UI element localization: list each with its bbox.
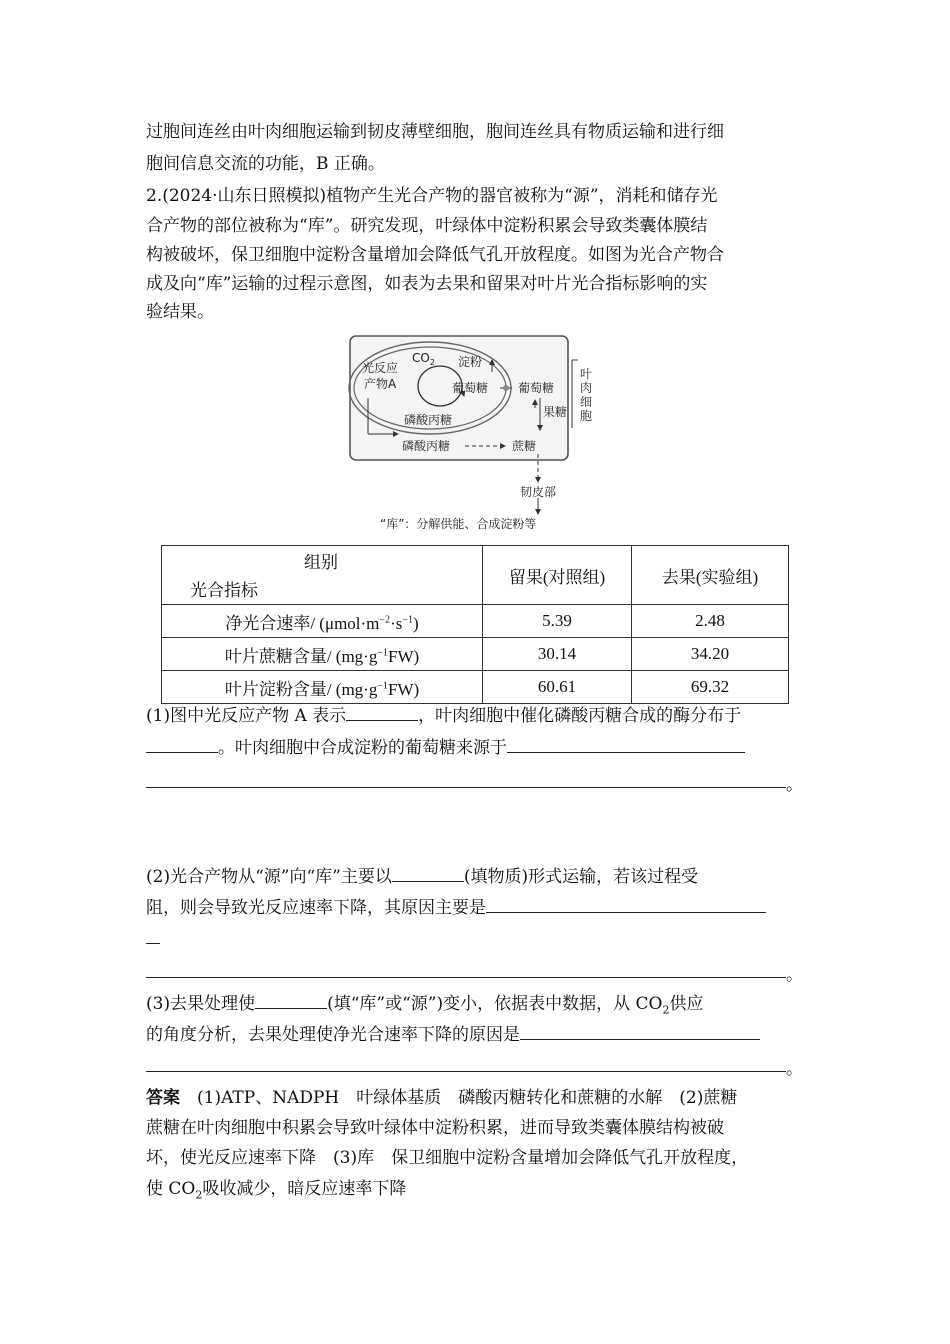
answer-blank[interactable] (346, 703, 418, 721)
triose-in-label: 磷酸丙糖 (404, 413, 453, 427)
q2-line-1: (2)光合产物从“源”向“库”主要以 (填物质)形式运输，若该过程受 (146, 863, 698, 892)
answer-line[interactable] (146, 977, 786, 978)
table-row (162, 605, 789, 638)
sucrose-label: 蔗糖 (512, 439, 537, 453)
cell-label-4: 胞 (580, 409, 593, 423)
answer-blank[interactable] (486, 895, 766, 913)
answer-line[interactable] (146, 943, 160, 944)
question-line-1: 2.(2024·山东日照模拟)植物产生光合产物的器官被称为“源”，消耗和储存光 (146, 186, 718, 206)
answer-blank[interactable] (255, 991, 327, 1009)
answer-line-3: 坏，使光反应速率下降 (3)库 保卫细胞中淀粉含量增加会降低气孔开放程度， (146, 1148, 749, 1168)
row-label: 叶片淀粉含量/ $(mg\cdot g^{-1}FW)$ (162, 671, 483, 704)
glucose-out-label: 葡萄糖 (518, 381, 555, 395)
table-header-row (162, 546, 789, 605)
answer-label: 答案 (146, 1088, 180, 1108)
header-index-label: 光合指标 (190, 581, 258, 600)
row-value-control: 30.14 (483, 638, 632, 671)
question-line-3: 构被破坏，保卫细胞中淀粉含量增加会降低气孔开放程度。如图为光合产物合 (146, 245, 724, 265)
q3-line-1: (3)去果处理使 (填“库”或“源”)变小，依据表中数据，从 $CO_2$供应 (146, 990, 703, 1024)
q1-line-2: 。叶肉细胞中合成淀粉的葡萄糖来源于 (146, 734, 745, 763)
question-line-2: 合产物的部位被称为“库”。研究发现，叶绿体中淀粉积累会导致类囊体膜结 (146, 216, 708, 236)
q3-line-2: 的角度分析，去果处理使净光合速率下降的原因是 (146, 1021, 760, 1050)
results-table (161, 545, 789, 704)
light-product-label-2: 产物A (364, 377, 397, 391)
sink-label: “库”：分解供能、合成淀粉等 (380, 517, 537, 531)
table-row (162, 671, 789, 704)
answer-line-1: 答案 (1)ATP、NADPH 叶绿体基质 磷酸丙糖转化和蔗糖的水解 (2)蔗糖 (146, 1088, 738, 1108)
answer-line-2: 蔗糖在叶肉细胞中积累会导致叶绿体中淀粉积累，进而导致类囊体膜结构被破 (146, 1118, 724, 1138)
transporter-dot (503, 385, 509, 391)
fructose-label: 果糖 (543, 405, 568, 419)
cell-label-1: 叶 (580, 367, 593, 381)
header-group-label: 组别 (304, 553, 338, 572)
header-col-control: 留果(对照组) (483, 546, 632, 605)
q1-line-1: (1)图中光反应产物 A 表示 ，叶肉细胞中催化磷酸丙糖合成的酶分布于 (146, 702, 741, 731)
answer-blank[interactable] (146, 735, 218, 753)
answer-line[interactable] (146, 1071, 786, 1072)
header-col-experiment: 去果(实验组) (632, 546, 789, 605)
answer-blank[interactable] (520, 1022, 760, 1040)
q2-line-2: 阻，则会导致光反应速率下降，其原因主要是 (146, 894, 766, 923)
intro-line-1: 过胞间连丝由叶肉细胞运输到韧皮薄壁细胞，胞间连丝具有物质运输和进行细 (146, 122, 724, 142)
triose-out-label: 磷酸丙糖 (402, 439, 451, 453)
table-row (162, 638, 789, 671)
photosynthesis-diagram (340, 330, 630, 535)
light-product-label-1: 光反应 (362, 361, 399, 375)
row-label: 叶片蔗糖含量/ $(mg\cdot g^{-1}FW)$ (162, 638, 483, 671)
row-value-control: 5.39 (483, 605, 632, 638)
row-value-control: 60.61 (483, 671, 632, 704)
q3-period: 。 (786, 1059, 803, 1079)
row-value-experiment: 34.20 (632, 638, 789, 671)
answer-line-4: 使 $CO_2$吸收减少，暗反应速率下降 (146, 1179, 407, 1202)
cell-label-2: 肉 (580, 381, 593, 395)
row-label: 净光合速率/ $(\mu mol\cdot m^{-2}\cdot s^{-1})$ (162, 605, 483, 638)
question-line-4: 成及向“库”运输的过程示意图，如表为去果和留果对叶片光合指标影响的实 (146, 274, 708, 294)
row-value-experiment: 2.48 (632, 605, 789, 638)
question-line-5: 验结果。 (146, 302, 214, 322)
glucose-in-label: 葡萄糖 (452, 381, 489, 395)
phloem-label: 韧皮部 (520, 485, 557, 499)
row-value-experiment: 69.32 (632, 671, 789, 704)
q1-period: 。 (786, 775, 803, 795)
intro-line-2: 胞间信息交流的功能，B 正确。 (146, 154, 385, 174)
starch-label: 淀粉 (458, 355, 483, 369)
co2-label: $CO_2$ (412, 351, 435, 367)
cell-label-3: 细 (580, 395, 593, 409)
q2-period: 。 (786, 965, 803, 985)
answer-line[interactable] (146, 787, 786, 788)
answer-blank[interactable] (507, 735, 745, 753)
answer-blank[interactable] (392, 864, 464, 882)
table-corner-cell (162, 546, 483, 605)
